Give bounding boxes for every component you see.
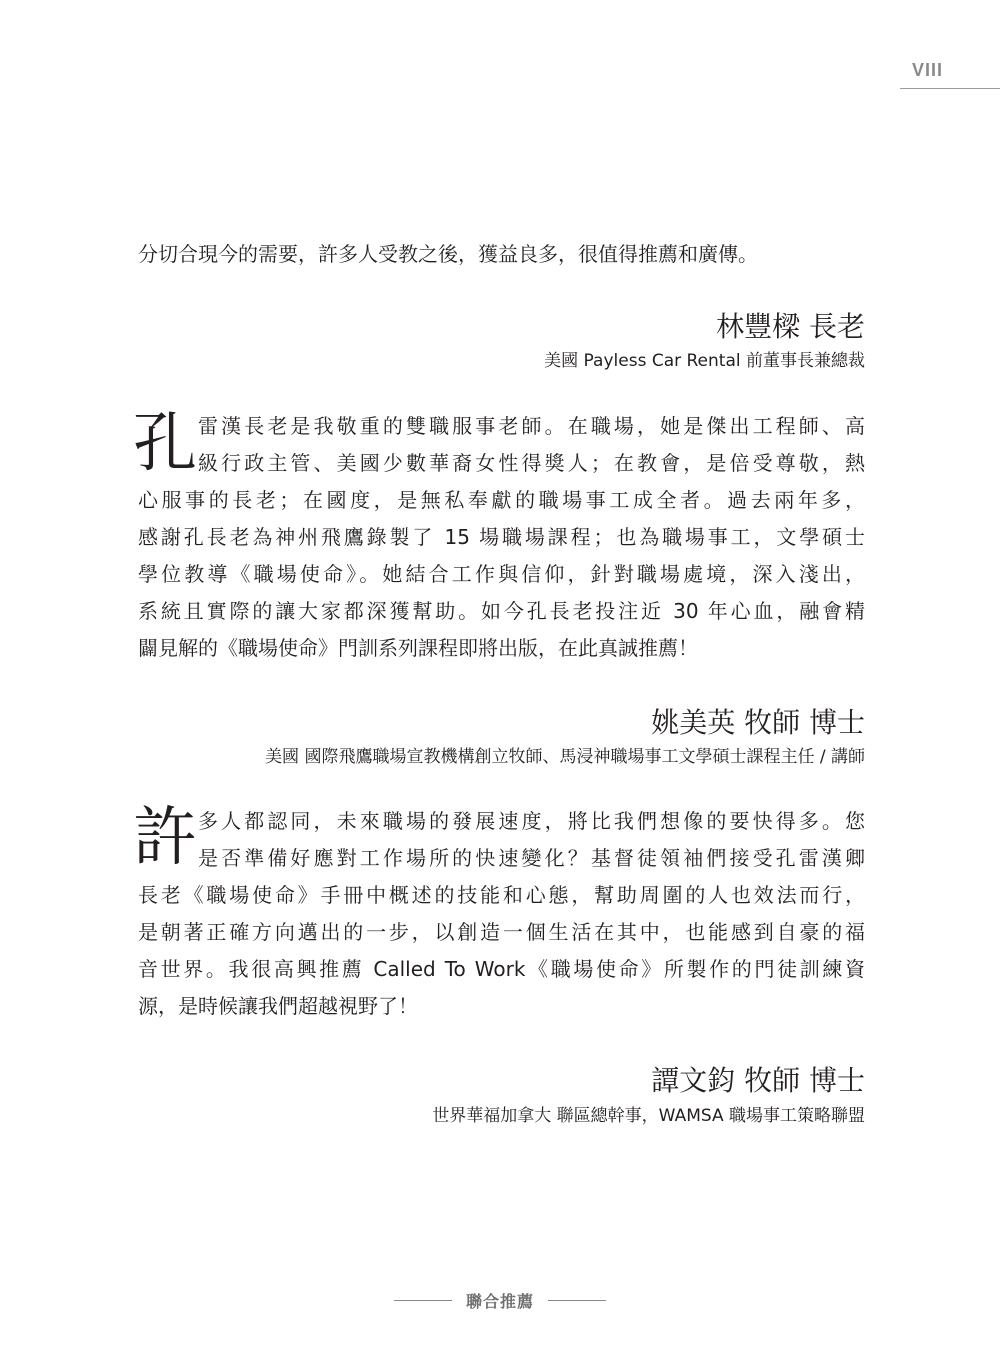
signature-title: 美國 國際飛鷹職場宣教機構創立牧師、馬浸神職場事工文學碩士課程主任 / 講師 xyxy=(265,747,865,767)
paragraph-line: 感謝孔長老為神州飛鷹錄製了 15 場職場課程；也為職場事工，文學碩士 xyxy=(138,525,865,549)
paragraph-line: 系統且實際的讓大家都深獲幫助。如今孔長老投注近 30 年心血，融會精 xyxy=(138,599,865,623)
section-label: 聯合推薦 xyxy=(465,1291,534,1311)
signature-name: 姚美英 牧師 博士 xyxy=(651,706,865,739)
intro-line: 分切合現今的需要，許多人受教之後，獲益良多，很值得推薦和廣傳。 xyxy=(138,242,758,266)
signature-title: 美國 Payless Car Rental 前董事長兼總裁 xyxy=(544,351,865,371)
intro-paragraph xyxy=(138,236,865,273)
signature-name: 譚文鈞 牧師 博士 xyxy=(651,1064,865,1097)
paragraph-line: 長老《職場使命》手冊中概述的技能和心態，幫助周圍的人也效法而行， xyxy=(138,883,865,907)
paragraph-line: 是否準備好應對工作場所的快速變化？基督徒領袖們接受孔雷漢卿 xyxy=(198,846,865,870)
paragraph-line: 級行政主管、美國少數華裔女性得獎人；在教會，是倍受尊敬，熱 xyxy=(198,451,865,475)
paragraph-line: 音世界。我很高興推薦 Called To Work《職場使命》所製作的門徒訓練資 xyxy=(138,957,865,981)
page-number: VIII xyxy=(912,60,944,80)
endorsement-paragraph xyxy=(138,408,865,667)
footer-rule-left xyxy=(394,1300,452,1301)
endorsement-paragraph xyxy=(138,803,865,1025)
paragraph-line: 學位教導《職場使命》。她結合工作與信仰，針對職場處境，深入淺出， xyxy=(138,562,865,586)
paragraph-line: 闢見解的《職場使命》門訓系列課程即將出版，在此真誠推薦！ xyxy=(138,636,698,660)
footer xyxy=(0,1286,1000,1314)
drop-cap: 許 xyxy=(133,801,197,875)
signature-name: 林豐樑 長老 xyxy=(716,310,865,343)
paragraph-line: 是朝著正確方向邁出的一步，以創造一個生活在其中，也能感到自豪的福 xyxy=(138,920,865,944)
paragraph-line: 雷漢長老是我敬重的雙職服事老師。在職場，她是傑出工程師、高 xyxy=(198,414,865,438)
paragraph-line: 源，是時候讓我們超越視野了！ xyxy=(138,994,418,1018)
paragraph-line: 多人都認同，未來職場的發展速度，將比我們想像的要快得多。您 xyxy=(198,809,865,833)
paragraph-line: 心服事的長老；在國度，是無私奉獻的職場事工成全者。過去兩年多， xyxy=(138,488,865,512)
page-number-rule xyxy=(900,88,1000,89)
signature-title: 世界華福加拿大 聯區總幹事，WAMSA 職場事工策略聯盟 xyxy=(432,1106,865,1126)
footer-rule-right xyxy=(548,1300,606,1301)
drop-cap: 孔 xyxy=(133,407,197,481)
